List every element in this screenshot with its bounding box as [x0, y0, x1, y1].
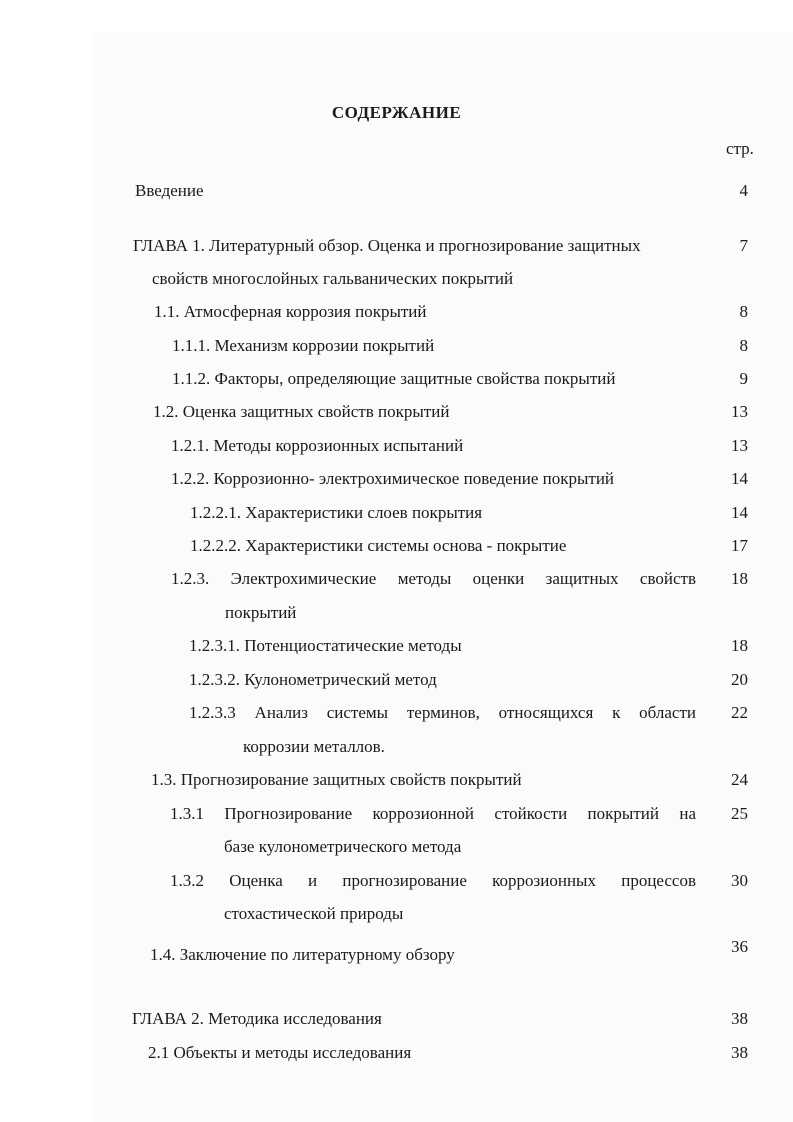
toc-entry-text: 1.2.2.2. Характеристики системы основа - покрытие — [190, 536, 567, 555]
toc-entry-text: 1.2.2. Коррозионно- электрохимическое поведение покрытий — [171, 469, 615, 488]
toc-entry-1-3[interactable] — [0, 763, 793, 797]
toc-entry-page: 18 — [731, 636, 748, 655]
toc-entry-text: ГЛАВА 2. Методика исследования — [132, 1009, 382, 1028]
toc-entry-text: 1.4. Заключение по литературному обзору — [150, 945, 455, 964]
toc-entry-text: 1.3.1 Прогнозирование коррозионной стойкости покрытий на — [170, 804, 696, 823]
toc-entry-page: 18 — [731, 569, 748, 588]
toc-entry-1-1-1[interactable] — [0, 329, 793, 363]
toc-entry-text: 1.3. Прогнозирование защитных свойств покрытий — [151, 770, 522, 789]
toc-entry-text: 2.1 Объекты и методы исследования — [148, 1043, 412, 1062]
toc-entry-1-3-1-cont — [0, 830, 793, 864]
toc-entry-page: 36 — [731, 937, 748, 956]
toc-entry-text: ГЛАВА 1. Литературный обзор. Оценка и прогнозирование защитных — [133, 236, 641, 255]
toc-entry-page: 38 — [731, 1043, 748, 1062]
toc-entry-1-2-3-3-cont — [0, 730, 793, 764]
toc-entry-text: 1.1.1. Механизм коррозии покрытий — [172, 336, 435, 355]
toc-entry-page: 13 — [731, 402, 748, 421]
toc-entry-1-2-2[interactable] — [0, 462, 793, 496]
toc-entry-page: 38 — [731, 1009, 748, 1028]
toc-entry-1-2-2-2[interactable] — [0, 529, 793, 563]
toc-entry-1-2-3-1[interactable] — [0, 629, 793, 663]
toc-entry-1-2-3-cont — [0, 596, 793, 630]
toc-entry-text: коррозии металлов. — [243, 737, 385, 756]
toc-entry-page: 7 — [739, 236, 748, 255]
toc-entry-text: покрытий — [225, 603, 297, 622]
toc-entry-page: 20 — [731, 670, 748, 689]
toc-entry-1-4[interactable] — [0, 938, 793, 972]
toc-entry-1-2-1[interactable] — [0, 429, 793, 463]
toc-entry-1-1[interactable] — [0, 295, 793, 329]
toc-entry-page: 24 — [731, 770, 748, 789]
toc-entry-text: 1.2.3. Электрохимические методы оценки защитных свойств — [171, 569, 696, 588]
page-column-label: стр. — [726, 139, 754, 158]
toc-entry-page: 13 — [731, 436, 748, 455]
toc-entry-text: свойств многослойных гальванических покрытий — [152, 269, 514, 288]
toc-entry-1-2-3-2[interactable] — [0, 663, 793, 697]
toc-entry-text: 1.2.3.3 Анализ системы терминов, относящихся к области — [189, 703, 696, 722]
toc-entry-text: стохастической природы — [224, 904, 404, 923]
toc-entry-text: 1.2.3.1. Потенциостатические методы — [189, 636, 462, 655]
toc-entry-chapter-1-cont — [0, 262, 793, 296]
toc-title: СОДЕРЖАНИЕ — [331, 103, 462, 122]
toc-entry-1-2[interactable] — [0, 395, 793, 429]
toc-entry-page: 4 — [739, 181, 748, 200]
toc-entry-text: базе кулонометрического метода — [224, 837, 462, 856]
toc-entry-intro[interactable] — [0, 174, 793, 208]
toc-entry-text: 1.2. Оценка защитных свойств покрытий — [153, 402, 450, 421]
toc-entry-text: 1.3.2 Оценка и прогнозирование коррозионных процессов — [170, 871, 696, 890]
toc-entry-page: 9 — [739, 369, 748, 388]
toc-entry-1-2-3-3[interactable] — [0, 696, 793, 730]
toc-entry-text: 1.1.2. Факторы, определяющие защитные свойства покрытий — [172, 369, 616, 388]
toc-entry-page: 17 — [731, 536, 748, 555]
toc-entry-1-3-2[interactable] — [0, 864, 793, 898]
toc-entry-page: 8 — [739, 302, 748, 321]
toc-entry-text: 1.2.2.1. Характеристики слоев покрытия — [190, 503, 483, 522]
toc-entry-text: 1.2.1. Методы коррозионных испытаний — [171, 436, 464, 455]
toc-entry-chapter-2[interactable] — [0, 1002, 793, 1036]
toc-entry-page: 14 — [731, 469, 748, 488]
toc-entry-text: Введение — [135, 181, 204, 200]
toc-entry-chapter-1[interactable] — [0, 229, 793, 263]
toc-entry-text: 1.2.3.2. Кулонометрический метод — [189, 670, 437, 689]
toc-entry-page: 25 — [731, 804, 748, 823]
toc-entry-1-2-3[interactable] — [0, 562, 793, 596]
toc-entry-1-3-1[interactable] — [0, 797, 793, 831]
toc-entry-page: 8 — [739, 336, 748, 355]
toc-entry-page: 14 — [731, 503, 748, 522]
toc-entry-2-1[interactable] — [0, 1036, 793, 1070]
toc-entry-1-2-2-1[interactable] — [0, 496, 793, 530]
toc-entry-page: 22 — [731, 703, 748, 722]
toc-entry-page: 30 — [731, 871, 748, 890]
toc-entry-1-3-2-cont — [0, 897, 793, 931]
toc-entry-text: 1.1. Атмосферная коррозия покрытий — [154, 302, 427, 321]
toc-entry-1-1-2[interactable] — [0, 362, 793, 396]
